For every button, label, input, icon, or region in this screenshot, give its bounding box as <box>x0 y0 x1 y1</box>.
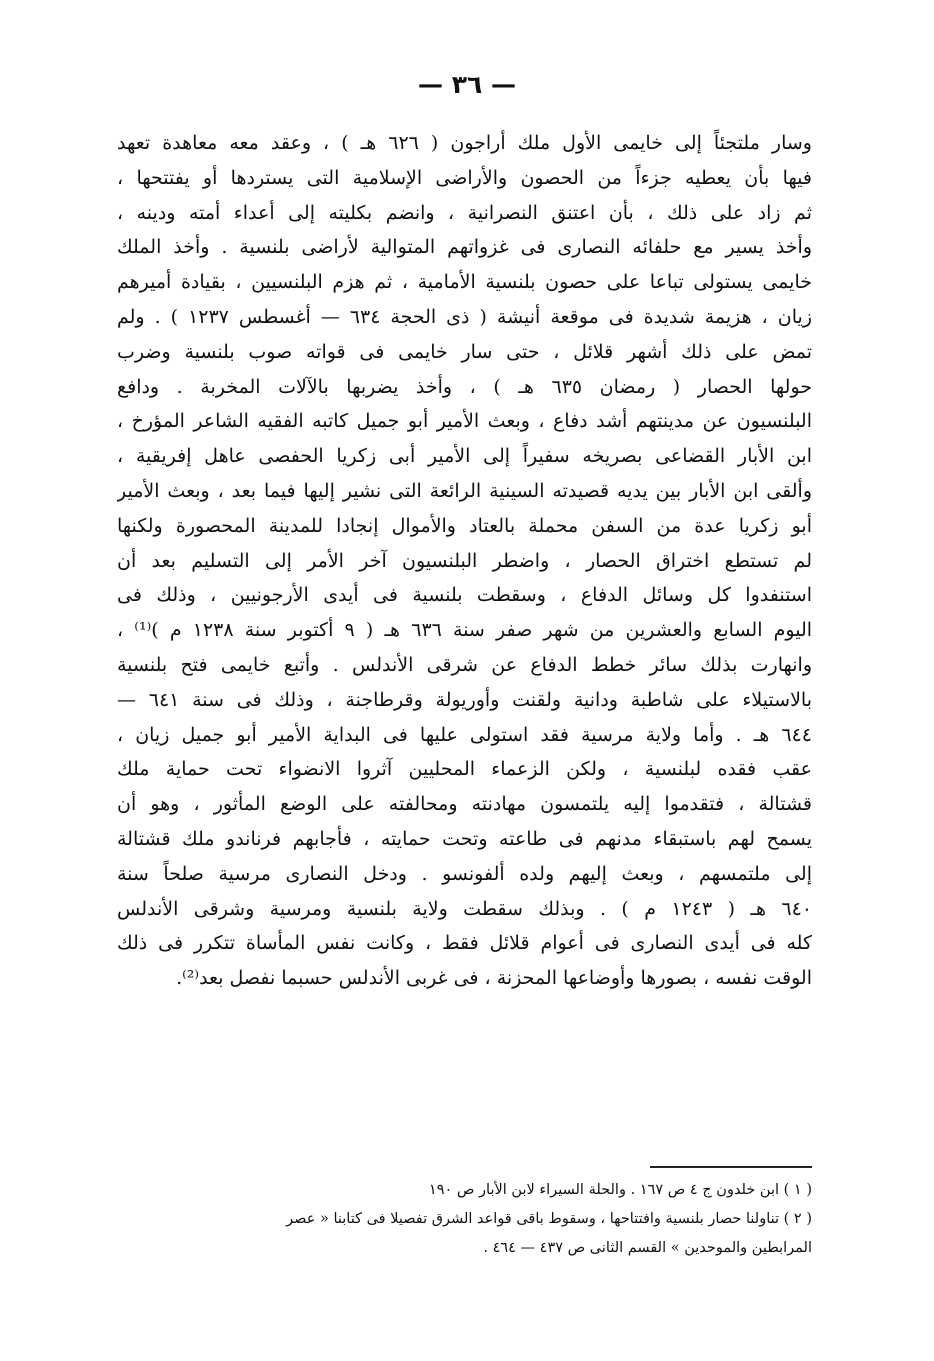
footnote-line: ( ١ ) ابن خلدون ج ٤ ص ١٦٧ . والحلة السيراء لابن الأبار ص ١٩٠ <box>428 1182 812 1198</box>
body-line: قشتالة ، فتقدموا إليه يلتمسون مهادنته ومحالفته على الوضع المأثور ، وهو أن <box>117 793 812 816</box>
footnote-line: المرابطين والموحدين » القسم الثانى ص ٤٣٧ — ٤٦٤ . <box>483 1240 812 1256</box>
body-line: إلى ملتمسهم ، وبعث إليهم ولده ألفونسو . ودخل النصارى مرسية صلحاً سنة <box>117 862 812 885</box>
body-line: ثم زاد على ذلك ، بأن اعتنق النصرانية ، وانضم بكليته إلى أعداء أمته ودينه ، <box>117 201 812 224</box>
body-line: ٦٤٠ هـ ( ١٢٤٣ م ) . وبذلك سقطت ولاية بلنسية ومرسية وشرقى الأندلس <box>117 897 812 920</box>
page-number: — ٣٦ — <box>418 70 516 99</box>
body-line: بالاستيلاء على شاطبة ودانية ولقنت وأوريولة وقرطاجنة ، وذلك فى سنة ٦٤١ — <box>117 688 812 711</box>
body-line: أبو زكريا عدة من السفن محملة بالعتاد والأموال إنجادا للمدينة المحصورة ولكنها <box>117 514 812 537</box>
body-line: وألقى ابن الأبار بين يديه قصيدته السينية الرائعة التى نشير إليها فيما بعد ، وبعث الأمير <box>117 479 812 502</box>
body-line: لم تستطع اختراق الحصار ، واضطر البلنسيون آخر الأمر إلى التسليم بعد أن <box>117 549 812 572</box>
body-line: عقب فقده لبلنسية ، ولكن الزعماء المحليين آثروا الانضواء تحت حماية ملك <box>117 758 812 781</box>
footnote-line: ( ٢ ) تناولنا حصار بلنسية وافتتاحها ، وسقوط باقى قواعد الشرق تفصيلا فى كتابنا « عصر <box>286 1211 812 1227</box>
footnote-separator <box>650 1166 812 1168</box>
body-line: فيها بأن يعطيه جزءاً من الحصون والأراضى الإسلامية التى يستردها أو يفتتحها ، <box>117 166 812 189</box>
body-line: اليوم السابع والعشرين من شهر صفر سنة ٦٣٦ هـ ( ٩ أكتوبر سنة ١٢٣٨ م )⁽¹⁾ ، <box>117 619 812 642</box>
body-line: الوقت نفسه ، بصورها وأوضاعها المحزنة ، فى غربى الأندلس حسبما نفصل بعد⁽²⁾. <box>176 967 812 990</box>
body-line: استنفدوا كل وسائل الدفاع ، وسقطت بلنسية فى أيدى الأرجونيين ، وذلك فى <box>117 584 812 607</box>
body-line: تمض على ذلك أشهر قلائل ، حتى سار خايمى فى قواته صوب بلنسية وضرب <box>117 340 812 363</box>
body-line: البلنسيون عن مدينتهم أشد دفاع ، وبعث الأمير أبو جميل كاتبه الفقيه الشاعر المؤرخ ، <box>117 410 812 433</box>
body-line: ٦٤٤ هـ . وأما ولاية مرسية فقد استولى عليها فى البداية الأمير أبو جميل زيان ، <box>117 723 812 746</box>
body-line: يسمح لهم باستبقاء مدنهم فى طاعته وتحت حمايته ، فأجابهم فرناندو ملك قشتالة <box>117 827 812 850</box>
body-line: وأخذ يسير مع حلفائه النصارى فى غزواتهم المتوالية لأراضى بلنسية . وأخذ الملك <box>117 236 812 259</box>
body-line: خايمى يستولى تباعا على حصون بلنسية الأمامية ، ثم هزم البلنسيين ، بقيادة أميرهم <box>117 271 812 294</box>
body-line: كله فى أيدى النصارى فى أعوام قلائل فقط ، وكانت نفس المأساة تتكرر فى ذلك <box>117 932 812 955</box>
body-line: ابن الأبار القضاعى بصريخه سفيراً إلى الأمير أبى زكريا الحفصى عاهل إفريقية ، <box>117 445 812 468</box>
body-line: حولها الحصار ( رمضان ٦٣٥ هـ ) ، وأخذ يضربها بالآلات المخربة . ودافع <box>117 375 812 398</box>
body-line: وسار ملتجئاً إلى خايمى الأول ملك أراجون ( ٦٢٦ هـ ) ، وعقد معه معاهدة تعهد <box>117 132 812 154</box>
body-line: زيان ، هزيمة شديدة فى موقعة أنيشة ( ذى الحجة ٦٣٤ — أغسطس ١٢٣٧ ) . ولم <box>117 305 812 328</box>
body-text <box>117 126 812 996</box>
body-line: وانهارت بذلك سائر خطط الدفاع عن شرقى الأندلس . وأتبع خايمى فتح بلنسية <box>117 653 812 676</box>
footnotes <box>117 1176 812 1263</box>
